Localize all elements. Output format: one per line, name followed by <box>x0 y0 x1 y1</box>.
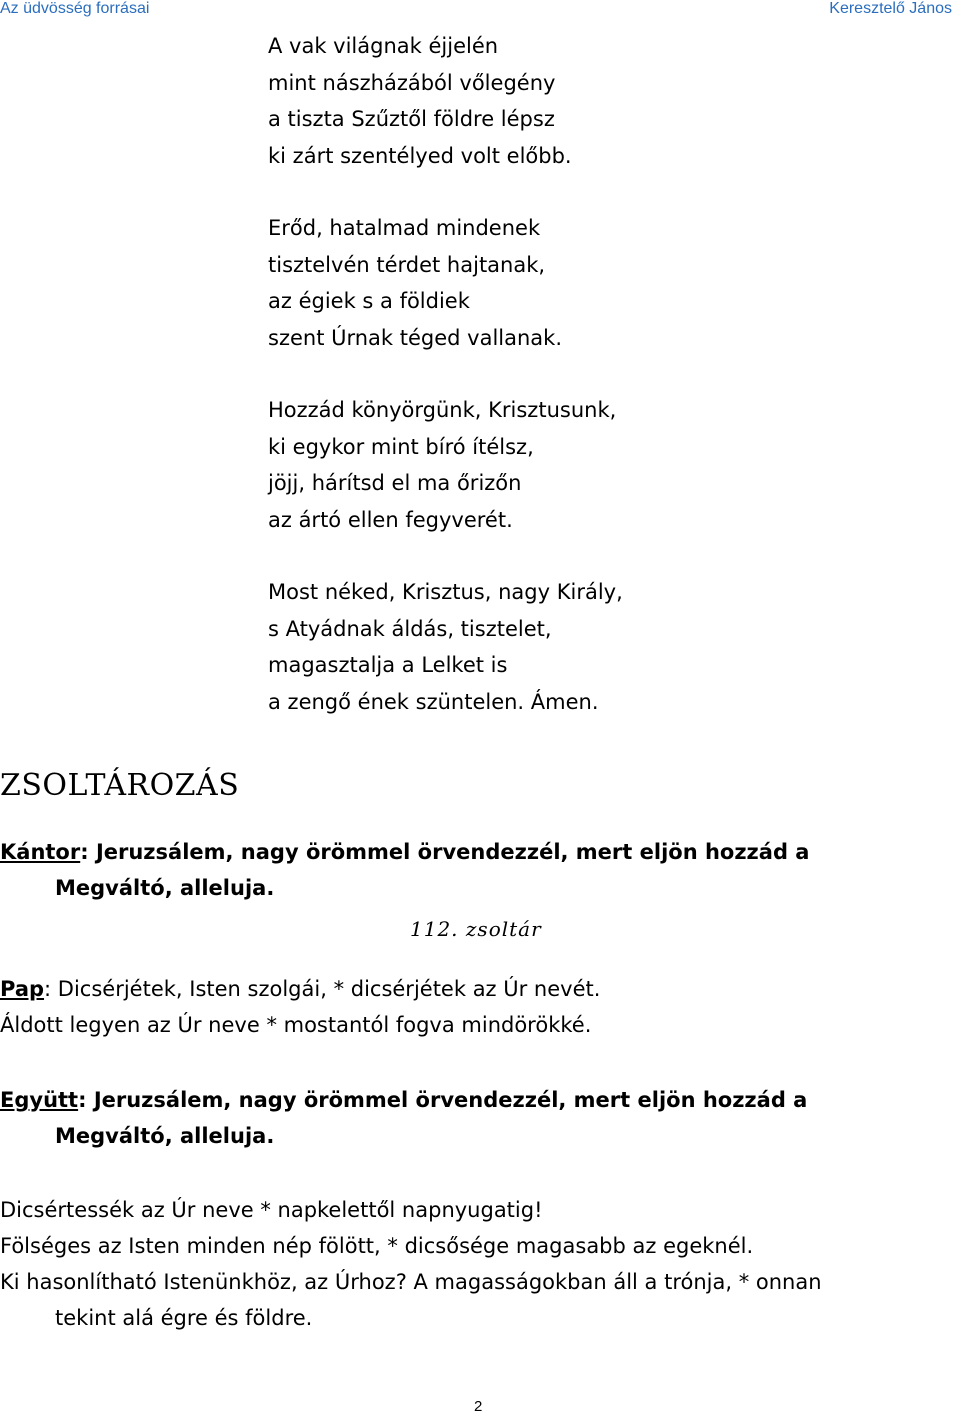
hymn-line: a tiszta Szűztől földre lépsz <box>268 107 555 131</box>
hymn-line: ki egykor mint bíró ítélsz, <box>268 434 534 459</box>
egyutt-role: Együtt <box>0 1088 79 1112</box>
verse-line: Ki hasonlítható Istenünkhöz, az Úrhoz? A magasságokban áll a trónja, * onnan <box>0 1270 822 1294</box>
hymn-stanza <box>268 28 623 174</box>
hymn-stanza <box>268 392 623 538</box>
hymn-line: s Atyádnak áldás, tisztelet, <box>268 616 552 641</box>
hymn-line: az ártó ellen fegyverét. <box>268 507 513 532</box>
hymn-line: tisztelvén térdet hajtanak, <box>268 252 546 277</box>
header-feast-name: Keresztelő János <box>829 0 952 17</box>
egyutt-line-2: Megváltó, alleluja. <box>55 1124 275 1148</box>
hymn-line: magasztalja a Lelket is <box>268 653 508 677</box>
pap-line-1: Pap: Dicsérjétek, Isten szolgái, * dicsérjétek az Úr nevét. <box>0 977 601 1001</box>
section-title: ZSOLTÁROZÁS <box>0 768 240 803</box>
hymn-line: jöjj, hárítsd el ma őrizőn <box>268 471 522 495</box>
hymn-line: ki zárt szentélyed volt előbb. <box>268 143 572 168</box>
hymn-line: szent Úrnak téged vallanak. <box>268 325 563 350</box>
kantor-antiphon <box>0 834 958 906</box>
egyutt-line-1: Együtt: Jeruzsálem, nagy örömmel örvendezzél, mert eljön hozzád a <box>0 1088 808 1112</box>
kantor-text: Jeruzsálem, nagy örömmel örvendezzél, mert eljön hozzád a <box>95 840 810 864</box>
kantor-role: Kántor <box>0 840 81 864</box>
psalm-verses <box>0 1192 822 1336</box>
verse-line: tekint alá égre és földre. <box>55 1306 313 1330</box>
kantor-line-2: Megváltó, alleluja. <box>55 876 275 900</box>
hymn-stanza <box>268 574 623 720</box>
pap-verse <box>0 971 600 1043</box>
psalm-reference: 112. zsoltár <box>410 917 542 941</box>
verse-line: Fölséges az Isten minden nép fölött, * dicsősége magasabb az egeknél. <box>0 1234 754 1258</box>
egyutt-text: Jeruzsálem, nagy örömmel örvendezzél, mert eljön hozzád a <box>93 1088 808 1112</box>
hymn-line: Erőd, hatalmad mindenek <box>268 216 541 240</box>
pap-role: Pap <box>0 977 45 1001</box>
hymn-line: az égiek s a földiek <box>268 289 470 313</box>
kantor-line-1: Kántor: Jeruzsálem, nagy örömmel örvendezzél, mert eljön hozzád a <box>0 840 810 864</box>
hymn-line: Hozzád könyörgünk, Krisztusunk, <box>268 398 617 422</box>
page-header <box>0 0 960 24</box>
verse-line: Dicsértessék az Úr neve * napkelettől napnyugatig! <box>0 1198 543 1222</box>
hymn-line: A vak világnak éjjelén <box>268 34 499 58</box>
hymn-stanza <box>268 210 623 356</box>
header-book-title: Az üdvösség forrásai <box>0 0 150 17</box>
pap-line-2: Áldott legyen az Úr neve * mostantól fogva mindörökké. <box>0 1013 592 1037</box>
hymn-line: Most néked, Krisztus, nagy Király, <box>268 580 623 604</box>
page-number: 2 <box>474 1398 483 1415</box>
hymn <box>268 28 623 756</box>
pap-text: Dicsérjétek, Isten szolgái, * dicsérjétek az Úr nevét. <box>57 977 601 1001</box>
hymn-line: a zengő ének szüntelen. Ámen. <box>268 689 599 714</box>
hymn-line: mint nászházából vőlegény <box>268 70 556 95</box>
egyutt-antiphon <box>0 1082 958 1154</box>
